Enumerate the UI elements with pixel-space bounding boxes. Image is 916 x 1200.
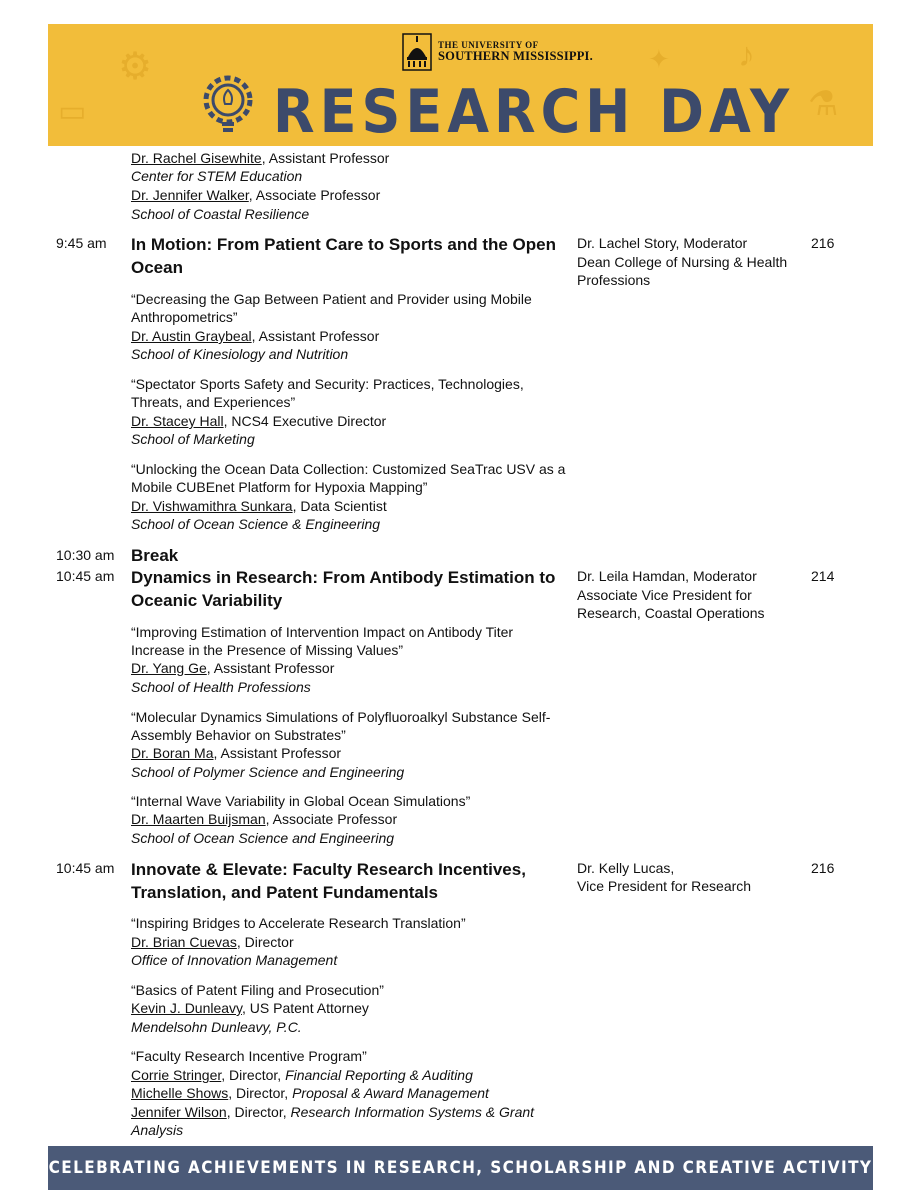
presenter-department: Proposal & Award Management: [292, 1085, 489, 1101]
session3-title-line1: Innovate & Elevate: Faculty Research Incentives,: [131, 860, 526, 879]
presenter-name: Dr. Brian Cuevas: [131, 934, 237, 950]
talk-title: “Molecular Dynamics Simulations of Polyfluoroalkyl Substance Self-: [131, 709, 551, 725]
session2-time: 10:45 am: [56, 568, 115, 584]
presenter-department: Research Information Systems & Grant: [290, 1104, 535, 1120]
session1-moderator-line1: Dr. Lachel Story, Moderator: [577, 235, 748, 251]
talk-department: School of Polymer Science and Engineering: [131, 764, 405, 780]
university-logo: [402, 32, 593, 72]
decor-star-icon: ✦: [648, 44, 670, 74]
lightbulb-gear-icon: [198, 74, 258, 136]
session3-time: 10:45 am: [56, 860, 115, 876]
session2-title-line2: Oceanic Variability: [131, 591, 283, 610]
presenter-name: Dr. Maarten Buijsman: [131, 811, 266, 827]
talk-department: School of Marketing: [131, 431, 255, 447]
footer-tagline: CELEBRATING ACHIEVEMENTS IN RESEARCH, SCHOLARSHIP AND CREATIVE ACTIVITY: [48, 1158, 873, 1178]
session2-title-line1: Dynamics in Research: From Antibody Estimation to: [131, 568, 556, 587]
continued-presenter-2: [131, 186, 380, 204]
session2-moderator-line1: Dr. Leila Hamdan, Moderator: [577, 568, 757, 584]
decor-flask-icon: ⚗: [808, 85, 839, 123]
talk-title: “Spectator Sports Safety and Security: Practices, Technologies,: [131, 376, 524, 392]
presenter-name: Dr. Vishwamithra Sunkara: [131, 498, 293, 514]
session1-title-line2: Ocean: [131, 258, 183, 277]
continued-dept-2: School of Coastal Resilience: [131, 206, 310, 222]
break-time: 10:30 am: [56, 547, 115, 563]
talk-title: Increase in the Presence of Missing Values”: [131, 642, 404, 658]
session3-moderator-line2: Vice President for Research: [577, 878, 752, 894]
footer-banner: [48, 1146, 873, 1190]
presenter-role: , Director,: [228, 1085, 293, 1101]
presenter-name: Dr. Yang Ge: [131, 660, 207, 676]
continued-presenter-1: [131, 149, 389, 167]
presenter-department: Financial Reporting & Auditing: [285, 1067, 473, 1083]
talk-presenter: [131, 1103, 534, 1121]
dome-seal-icon: [402, 33, 432, 71]
talk-presenter: [131, 933, 294, 951]
talk-title: “Decreasing the Gap Between Patient and Provider using Mobile: [131, 291, 532, 307]
talk-department: Office of Innovation Management: [131, 952, 338, 968]
presenter-name: Dr. Jennifer Walker: [131, 187, 249, 203]
talk-presenter: [131, 810, 397, 828]
presenter-role: , US Patent Attorney: [242, 1000, 369, 1016]
presenter-role: , Assistant Professor: [206, 660, 335, 676]
talk-presenter: [131, 1066, 473, 1084]
presenter-role: , Data Scientist: [292, 498, 387, 514]
university-name-line2: SOUTHERN MISSISSIPPI.: [438, 49, 593, 64]
talk-department: School of Ocean Science and Engineering: [131, 830, 395, 846]
presenter-role: , Associate Professor: [248, 187, 381, 203]
talk-title: “Faculty Research Incentive Program”: [131, 1048, 367, 1064]
continued-dept-1: Center for STEM Education: [131, 168, 303, 184]
talk-title: Assembly Behavior on Substrates”: [131, 727, 346, 743]
session2-moderator-line3: Research, Coastal Operations: [577, 605, 765, 621]
session2-moderator-line2: Associate Vice President for: [577, 587, 752, 603]
presenter-name: Corrie Stringer: [131, 1067, 222, 1083]
presenter-name: Michelle Shows: [131, 1085, 229, 1101]
talk-department: School of Kinesiology and Nutrition: [131, 346, 349, 362]
research-day-title: RESEARCH DAY: [273, 77, 795, 146]
university-name-line1: THE UNIVERSITY OF: [438, 40, 539, 51]
talk-department: School of Ocean Science & Engineering: [131, 516, 381, 532]
break-label: Break: [131, 546, 179, 565]
presenter-role: , Assistant Professor: [261, 150, 390, 166]
presenter-role: , Director: [236, 934, 294, 950]
talk-presenter: [131, 659, 334, 677]
presenter-department-cont: Analysis: [131, 1122, 184, 1138]
presenter-role: , Assistant Professor: [213, 745, 342, 761]
talk-title: Threats, and Experiences”: [131, 394, 296, 410]
session3-title-line2: Translation, and Patent Fundamentals: [131, 883, 438, 902]
session1-title-line1: In Motion: From Patient Care to Sports and the Open: [131, 235, 557, 254]
talk-presenter: [131, 412, 386, 430]
talk-title: Anthropometrics”: [131, 309, 238, 325]
talk-presenter: [131, 1084, 489, 1102]
presenter-name: Kevin J. Dunleavy: [131, 1000, 243, 1016]
session1-moderator-line2: Dean College of Nursing & Health: [577, 254, 788, 270]
presenter-name: Dr. Boran Ma: [131, 745, 214, 761]
presenter-name: Dr. Stacey Hall: [131, 413, 224, 429]
talk-presenter: [131, 327, 379, 345]
talk-presenter: [131, 999, 369, 1017]
presenter-name: Dr. Austin Graybeal: [131, 328, 252, 344]
session3-room: 216: [811, 860, 835, 876]
talk-title: “Unlocking the Ocean Data Collection: Customized SeaTrac USV as a: [131, 461, 566, 477]
talk-title: “Improving Estimation of Intervention Impact on Antibody Titer: [131, 624, 514, 640]
talk-department: Mendelsohn Dunleavy, P.C.: [131, 1019, 302, 1035]
header-banner: [48, 24, 873, 146]
session2-room: 214: [811, 568, 835, 584]
talk-presenter: [131, 497, 387, 515]
decor-gear-icon: ⚙: [118, 46, 153, 88]
talk-title: “Inspiring Bridges to Accelerate Research Translation”: [131, 915, 466, 931]
session3-moderator-line1: Dr. Kelly Lucas,: [577, 860, 675, 876]
presenter-role: , Director,: [226, 1104, 291, 1120]
presenter-role: , Assistant Professor: [251, 328, 380, 344]
talk-department: School of Health Professions: [131, 679, 311, 695]
talk-title: “Basics of Patent Filing and Prosecution”: [131, 982, 384, 998]
decor-book-icon: ▭: [58, 95, 87, 128]
presenter-role: , Associate Professor: [265, 811, 398, 827]
session1-moderator-line3: Professions: [577, 272, 651, 288]
talk-title: Mobile CUBEnet Platform for Hypoxia Mapping”: [131, 479, 428, 495]
presenter-role: , Director,: [221, 1067, 286, 1083]
presenter-name: Jennifer Wilson: [131, 1104, 227, 1120]
presenter-role: , NCS4 Executive Director: [223, 413, 387, 429]
talk-title: “Internal Wave Variability in Global Ocean Simulations”: [131, 793, 471, 809]
presenter-name: Dr. Rachel Gisewhite: [131, 150, 262, 166]
session1-time: 9:45 am: [56, 235, 107, 251]
session1-room: 216: [811, 235, 835, 251]
talk-presenter: [131, 744, 341, 762]
decor-music-icon: ♪: [738, 36, 755, 74]
